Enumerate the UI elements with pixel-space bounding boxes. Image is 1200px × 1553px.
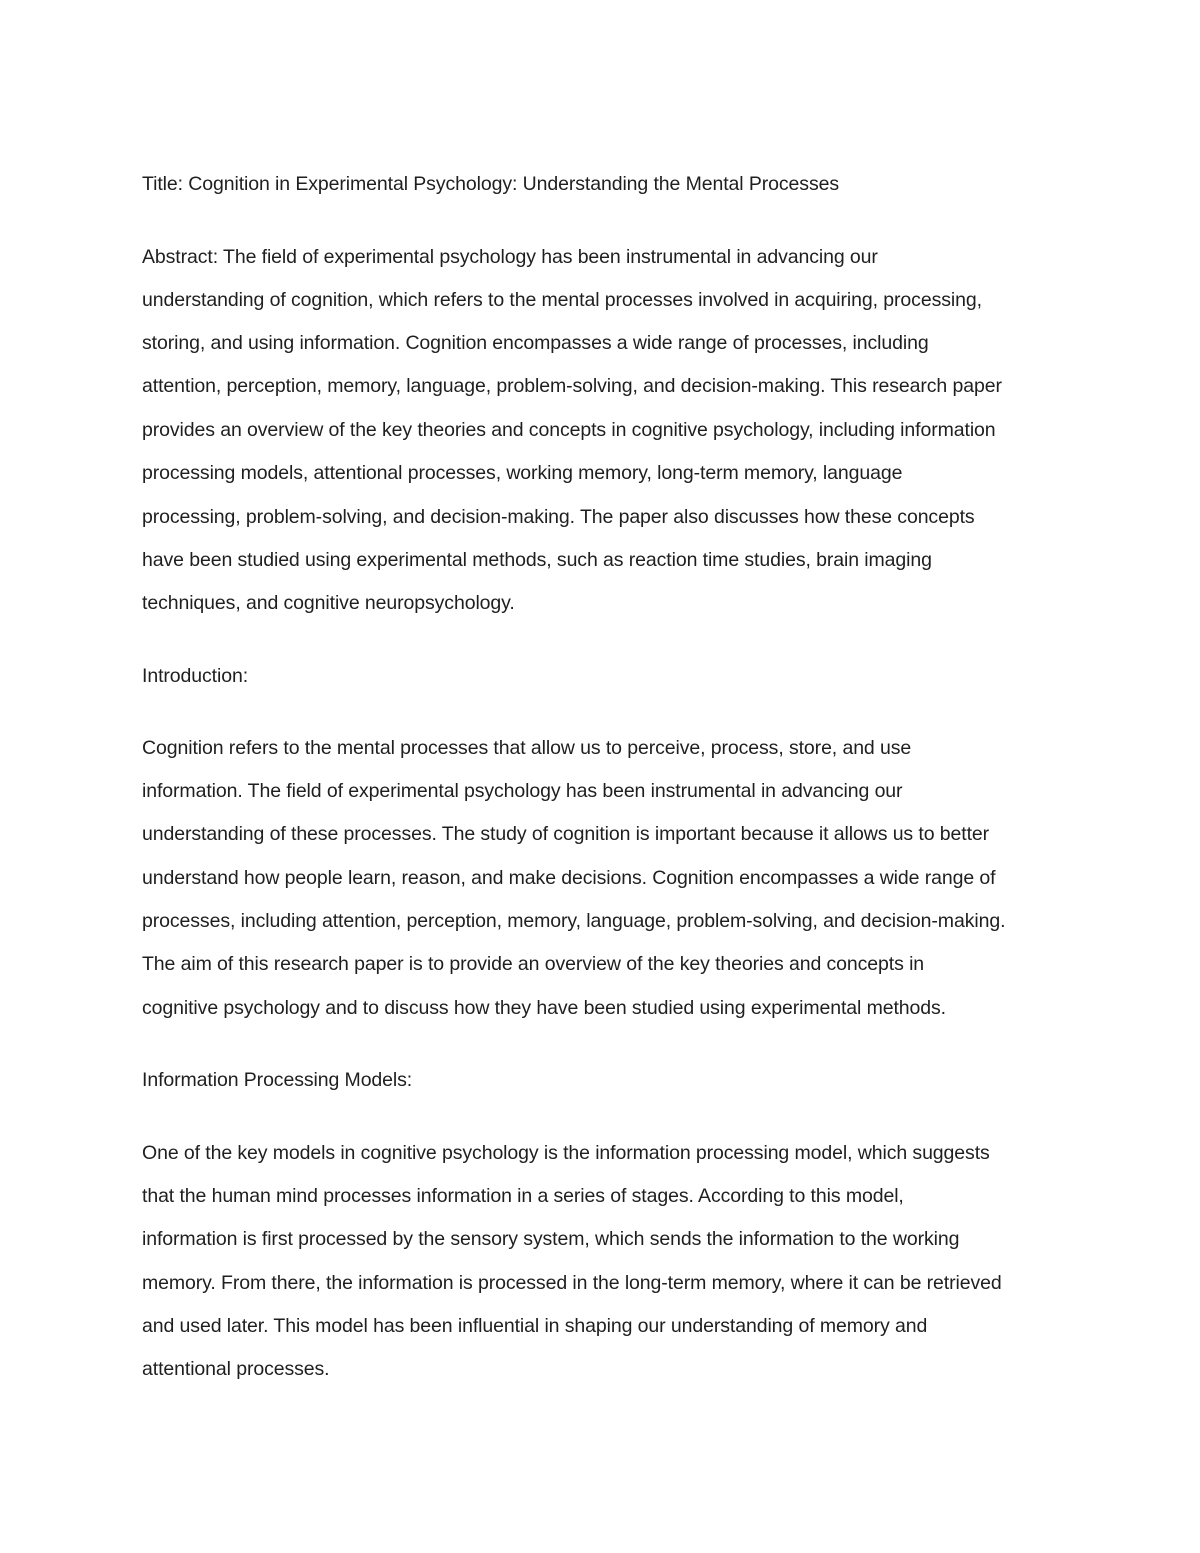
- text-line: attentional processes.: [142, 1358, 330, 1380]
- text-line: have been studied using experimental methods, such as reaction time studies, brain imaging: [142, 549, 932, 571]
- text-line: and used later. This model has been influential in shaping our understanding of memory and: [142, 1315, 928, 1337]
- text-line: The aim of this research paper is to provide an overview of the key theories and concepts in: [142, 953, 925, 975]
- section-heading-information-processing-models: Information Processing Models:: [142, 1069, 413, 1091]
- text-line: memory. From there, the information is processed in the long-term memory, where it can be retrieved: [142, 1272, 1002, 1294]
- text-line: information. The field of experimental psychology has been instrumental in advancing our: [142, 780, 903, 802]
- text-line: processing models, attentional processes, working memory, long-term memory, language: [142, 462, 903, 484]
- text-line: One of the key models in cognitive psychology is the information processing model, which suggests: [142, 1142, 990, 1164]
- document-title: Title: Cognition in Experimental Psychology: Understanding the Mental Processes: [142, 173, 839, 195]
- text-line: understanding of cognition, which refers to the mental processes involved in acquiring, processing,: [142, 289, 982, 311]
- text-line: processing, problem-solving, and decision-making. The paper also discusses how these concepts: [142, 506, 975, 528]
- text-line: that the human mind processes information in a series of stages. According to this model,: [142, 1185, 904, 1207]
- text-line: provides an overview of the key theories and concepts in cognitive psychology, including information: [142, 419, 996, 441]
- text-line: cognitive psychology and to discuss how they have been studied using experimental methods.: [142, 997, 946, 1019]
- text-line: techniques, and cognitive neuropsychology.: [142, 592, 515, 614]
- text-line: storing, and using information. Cognition encompasses a wide range of processes, including: [142, 332, 929, 354]
- text-line: Abstract: The field of experimental psychology has been instrumental in advancing our: [142, 246, 878, 268]
- text-line: Cognition refers to the mental processes that allow us to perceive, process, store, and use: [142, 737, 912, 759]
- text-line: information is first processed by the sensory system, which sends the information to the working: [142, 1228, 960, 1250]
- text-line: understand how people learn, reason, and make decisions. Cognition encompasses a wide range of: [142, 867, 996, 889]
- text-line: processes, including attention, perception, memory, language, problem-solving, and decision-making.: [142, 910, 1006, 932]
- text-line: understanding of these processes. The study of cognition is important because it allows us to better: [142, 823, 990, 845]
- text-line: attention, perception, memory, language, problem-solving, and decision-making. This research paper: [142, 375, 1002, 397]
- introduction-heading: Introduction:: [142, 665, 249, 687]
